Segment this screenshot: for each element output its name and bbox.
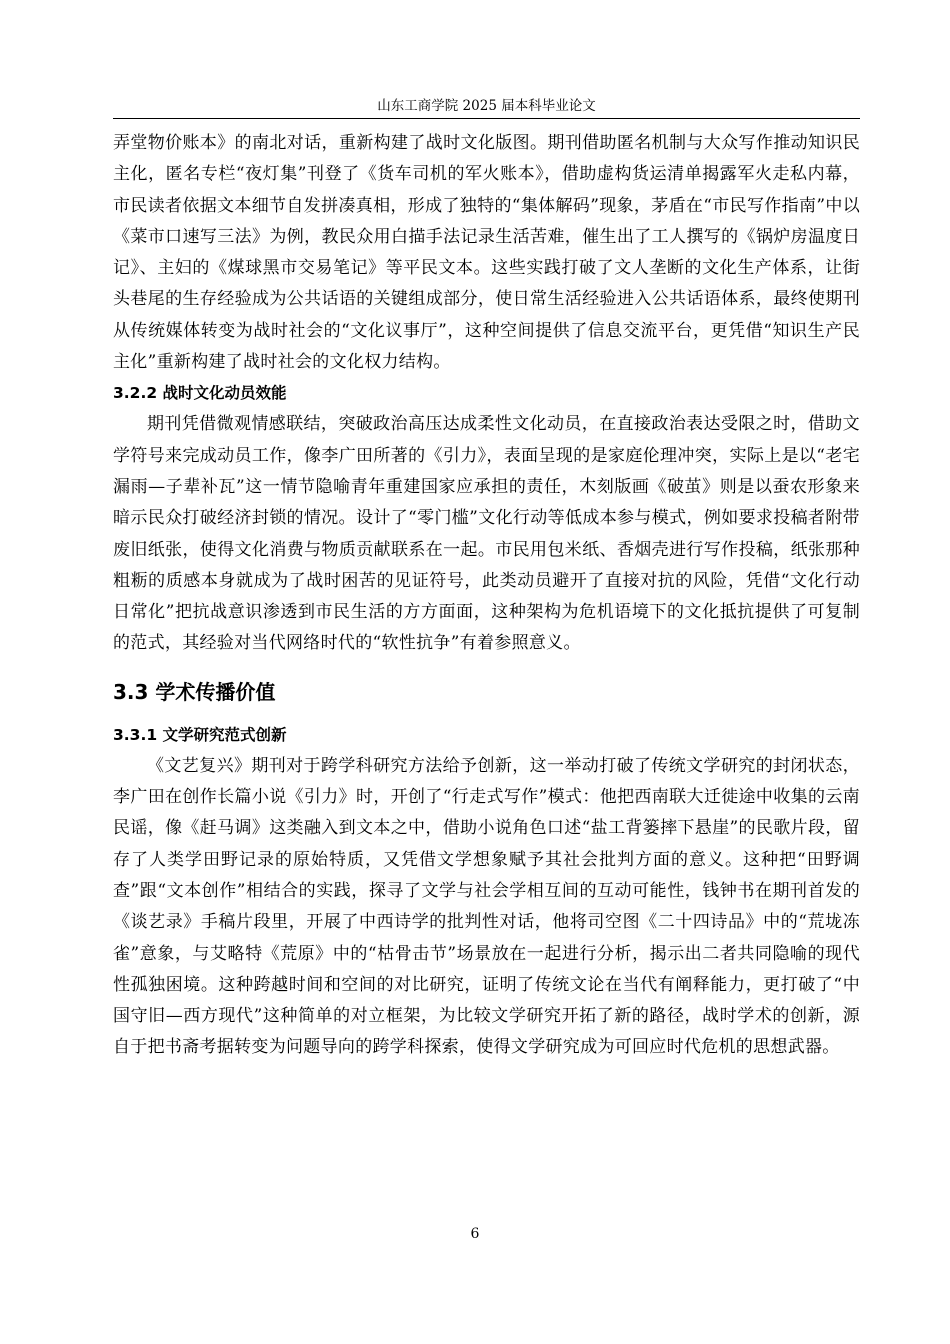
page-body [113,128,860,1064]
section-heading-3-2-2: 3.2.2 战时文化动员效能 [113,384,287,403]
paragraph-mobilization: 期刊凭借微观情感联结，突破政治高压达成柔性文化动员，在直接政治表达受限之时，借助文学符号来完成动员工作，像李广田所著的《引力》，表面呈现的是家庭伦理冲突，实际上是以“老宅漏雨—子辈补瓦”这一情节隐喻青年重建国家应承担的责任，木刻版画《破茧》则是以蚕农形象来暗示民众打破经济封锁的情况。设计了“零门槛”文化行动等低成本参与模式，例如要求投稿者附带废旧纸张，使得文化消费与物质贡献联系在一起。市民用包米纸、香烟壳进行写作投稿，纸张那种粗粝的质感本身就成为了战时困苦的见证符号，此类动员避开了直接对抗的风险，凭借“文化行动日常化”把抗战意识渗透到市民生活的方方面面，这种架构为危机语境下的文化抵抗提供了可复制的范式，其经验对当代网络时代的“软性抗争”有着参照意义。 [113,414,860,654]
paragraph-research-paradigm: 《文艺复兴》期刊对于跨学科研究方法给予创新，这一举动打破了传统文学研究的封闭状态，李广田在创作长篇小说《引力》时，开创了“行走式写作”模式：他把西南联大迁徙途中收集的云南民谣，像《赶马调》这类融入到文本之中，借助小说角色口述“盐工背篓摔下悬崖”的民歌片段，留存了人类学田野记录的原始特质，又凭借文学想象赋予其社会批判方面的意义。这种把“田野调查”跟“文本创作”相结合的实践，探寻了文学与社会学相互间的互动可能性，钱钟书在期刊首发的《谈艺录》手稿片段里，开展了中西诗学的批判性对话，他将司空图《二十四诗品》中的“荒垅冻雀”意象，与艾略特《荒原》中的“枯骨击节”场景放在一起进行分析，揭示出二者共同隐喻的现代性孤独困境。这种跨越时间和空间的对比研究，证明了传统文论在当代有阐释能力，更打破了“中国守旧—西方现代”这种简单的对立框架，为比较文学研究开拓了新的路径，战时学术的创新，源自于把书斋考据转变为问题导向的跨学科探索，使得文学研究成为可回应时代危机的思想武器。 [113,755,860,1058]
paragraph-continued: 弄堂物价账本》的南北对话，重新构建了战时文化版图。期刊借助匿名机制与大众写作推动知识民主化，匿名专栏“夜灯集”刊登了《货车司机的军火账本》，借助虚构货运清单揭露军火走私内幕，市民读者依据文本细节自发拼凑真相，形成了独特的“集体解码”现象，茅盾在“市民写作指南”中以《菜市口速写三法》为例，教民众用白描手法记录生活苦难，催生出了工人撰写的《锅炉房温度日记》、主妇的《煤球黑市交易笔记》等平民文本。这些实践打破了文人垄断的文化生产体系，让街头巷尾的生存经验成为公共话语的关键组成部分，使日常生活经验进入公共话语体系，最终使期刊从传统媒体转变为战时社会的“文化议事厅”，这种空间提供了信息交流平台，更凭借“知识生产民主化”重新构建了战时社会的文化权力结构。 [113,133,860,373]
running-header: 山东工商学院 2025 届本科毕业论文 [113,95,860,119]
section-heading-3-3: 3.3 学术传播价值 [113,679,276,704]
section-heading-3-3-1: 3.3.1 文学研究范式创新 [113,725,287,744]
page-number: 6 [470,1226,480,1242]
